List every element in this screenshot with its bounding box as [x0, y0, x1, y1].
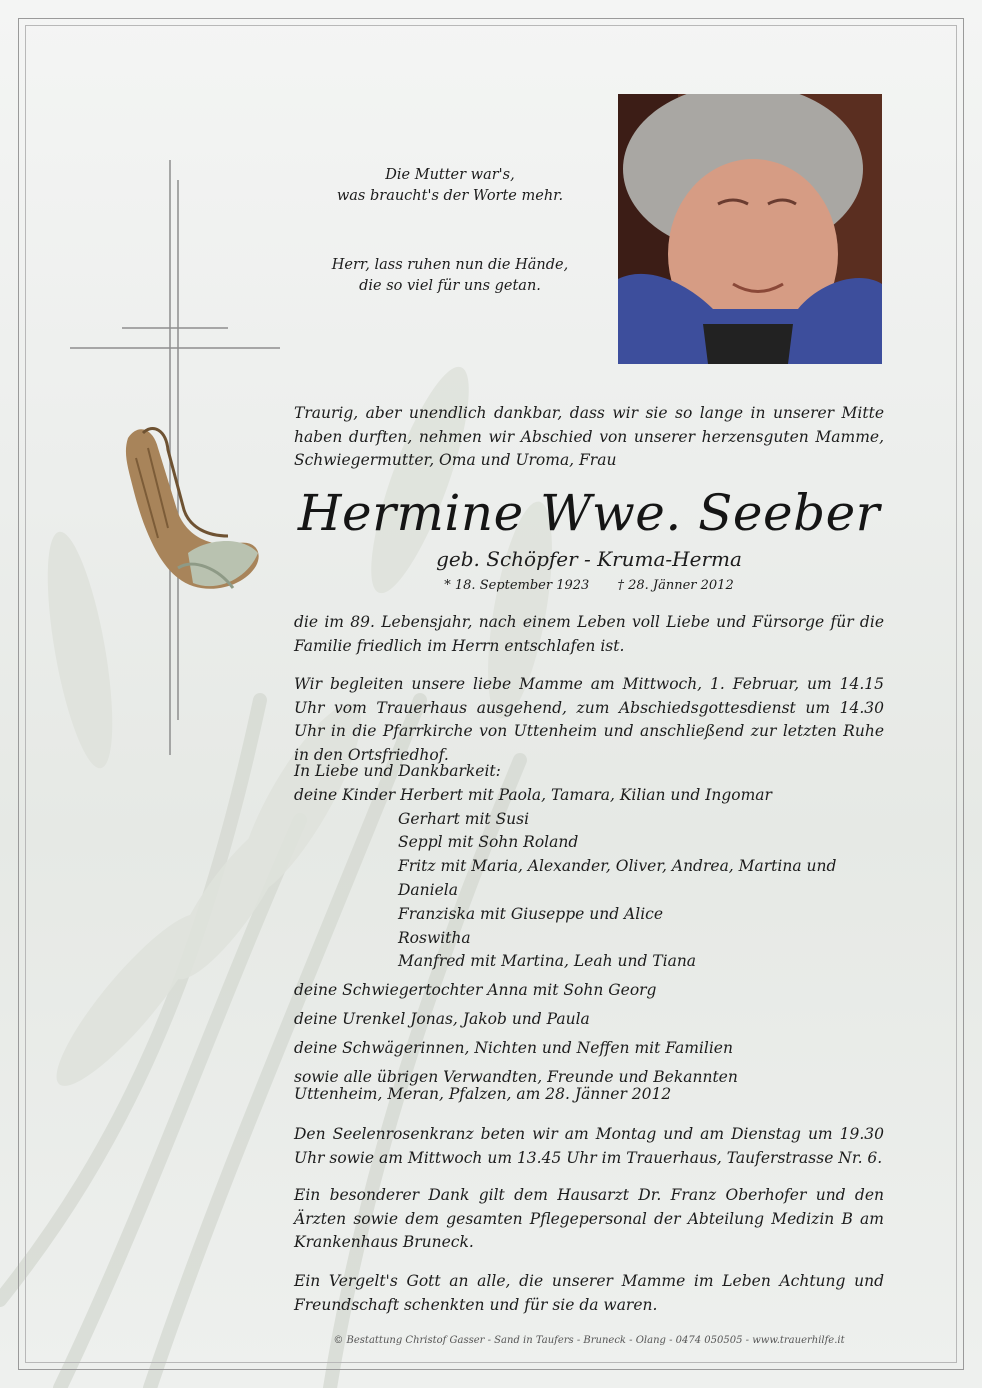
footer-credit: © Bestattung Christof Gasser - Sand in Taufers - Bruneck - Olang - 0474 050505 - www.trauerhilfe.it [333, 1335, 845, 1346]
list-item: deine Kinder Herbert mit Paola, Tamara, Kilian und Ingomar [294, 785, 772, 804]
funeral-paragraph: Wir begleiten unsere liebe Mamme am Mittwoch, 1. Februar, um 14.15 Uhr vom Trauerhaus ausgehend, zum Abschiedsgottesdienst um 14.30 Uhr in die Pfarrkirche von Uttenheim und anschließend zur letzten Ruhe in den Ortsfriedhof. [294, 675, 884, 764]
list-item: sowie alle übrigen Verwandten, Freunde und Bekannten [294, 1067, 738, 1086]
list-item: Fritz mit Maria, Alexander, Oliver, Andrea, Martina und Daniela [398, 857, 837, 899]
list-item: Roswitha [398, 928, 471, 947]
verse-line: Herr, lass ruhen nun die Hände, [331, 257, 569, 273]
praying-hands-icon [118, 418, 263, 603]
life-dates [294, 578, 884, 593]
list-item: deine Urenkel Jonas, Jakob und Paula [294, 1009, 590, 1028]
birth-date: * 18. September 1923 [444, 578, 590, 593]
list-item: deine Schwägerinnen, Nichten und Neffen mit Familien [294, 1038, 733, 1057]
list-item: Franziska mit Giuseppe und Alice [398, 904, 664, 923]
death-date: † 28. Jänner 2012 [617, 578, 734, 593]
list-item: Seppl mit Sohn Roland [398, 833, 579, 852]
intro-paragraph: Traurig, aber unendlich dankbar, dass wir sie so lange in unserer Mitte haben durften, nehmen wir Abschied von unserer herzensguten Mamme, Schwiegermutter, Oma und Uroma, Frau [294, 404, 884, 469]
rosary-paragraph: Den Seelenrosenkranz beten wir am Montag und am Dienstag um 19.30 Uhr sowie am Mittwoch um 13.45 Uhr im Trauerhaus, Tauferstrasse Nr. 6. [294, 1125, 884, 1167]
thanks-paragraph: Ein besonderer Dank gilt dem Hausarzt Dr. Franz Oberhofer und den Ärzten sowie dem gesamten Pflegepersonal der Abteilung Medizin B am Krankenhaus Bruneck. [294, 1186, 884, 1251]
verse-line: die so viel für uns getan. [359, 278, 541, 294]
list-item: deine Schwiegertochter Anna mit Sohn Georg [294, 981, 657, 1000]
passing-paragraph: die im 89. Lebensjahr, nach einem Leben voll Liebe und Fürsorge für die Familie friedlich im Herrn entschlafen ist. [294, 613, 884, 655]
mourners-list [294, 760, 884, 1089]
list-item: Gerhart mit Susi [398, 809, 530, 828]
verse-1 [300, 165, 600, 207]
birth-name: geb. Schöpfer - Kruma-Herma [436, 547, 742, 571]
list-item: Manfred mit Martina, Leah und Tiana [398, 952, 697, 971]
verse-line: was braucht's der Worte mehr. [336, 188, 564, 204]
deceased-name: Hermine Wwe. Seeber [297, 484, 881, 542]
verse-2 [300, 255, 600, 297]
portrait-photo [618, 94, 882, 364]
verse-line: Die Mutter war's, [385, 167, 515, 183]
vergelts-paragraph: Ein Vergelt's Gott an alle, die unserer Mamme im Leben Achtung und Freundschaft schenkten und für sie da waren. [294, 1272, 884, 1314]
mourners-heading: In Liebe und Dankbarkeit: [294, 762, 501, 780]
place-date: Uttenheim, Meran, Pfalzen, am 28. Jänner 2012 [294, 1085, 672, 1103]
